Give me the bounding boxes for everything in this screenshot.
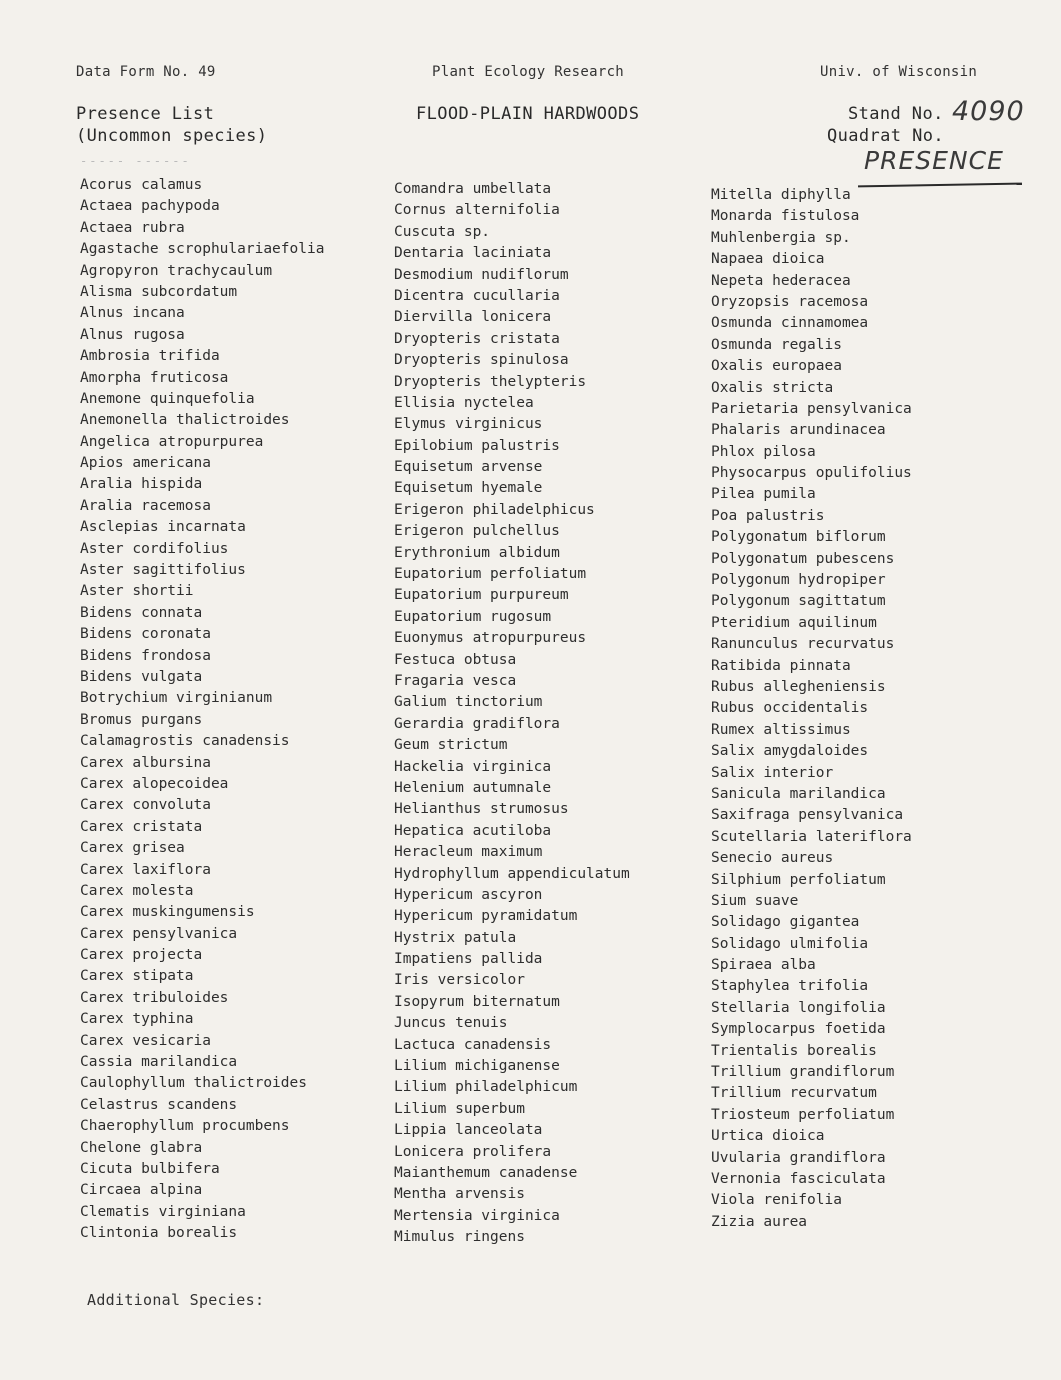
species-entry: Polygonatum biflorum (711, 529, 886, 546)
species-entry: Uvularia grandiflora (711, 1149, 886, 1166)
species-entry: Fragaria vesca (394, 672, 517, 689)
species-entry: Bromus purgans (80, 711, 203, 728)
organization-label: Plant Ecology Research (432, 64, 625, 80)
species-entry: Carex laxiflora (80, 861, 211, 878)
species-entry: Cornus alternifolia (394, 202, 560, 219)
species-entry: Agastache scrophulariaefolia (80, 241, 325, 258)
species-entry: Carex grisea (80, 840, 185, 857)
species-entry: Angelica atropurpurea (80, 433, 264, 450)
species-entry: Bidens coronata (80, 626, 211, 643)
species-entry: Chelone glabra (80, 1139, 203, 1156)
species-entry: Caulophyllum thalictroides (80, 1075, 307, 1092)
form-number: Data Form No. 49 (76, 64, 216, 80)
species-entry: Carex typhina (80, 1011, 194, 1028)
species-entry: Dicentra cucullaria (394, 287, 560, 304)
species-entry: Heracleum maximum (394, 844, 543, 861)
species-entry: Eupatorium perfoliatum (394, 566, 587, 583)
species-entry: Mitella diphylla (711, 187, 851, 203)
species-entry: Geum strictum (394, 737, 508, 754)
species-entry: Ambrosia trifida (80, 348, 220, 365)
species-entry: Mimulus ringens (394, 1229, 525, 1246)
species-entry: Carex vesicaria (80, 1032, 211, 1049)
species-entry: Hystrix patula (394, 929, 517, 946)
species-entry: Vernonia fasciculata (711, 1170, 886, 1187)
species-column-2 (394, 179, 630, 1249)
species-entry: Erigeron pulchellus (394, 523, 560, 540)
species-entry: Clematis virginiana (80, 1203, 246, 1220)
faint-dashes: ----- ------ (80, 154, 191, 168)
species-entry: Staphylea trifolia (711, 978, 869, 995)
species-entry: Helenium autumnale (394, 779, 552, 796)
species-entry: Rumex altissimus (711, 721, 851, 738)
species-entry: Desmodium nudiflorum (394, 266, 569, 283)
species-entry: Actaea rubra (80, 219, 185, 236)
species-entry: Triosteum perfoliatum (711, 1106, 895, 1123)
species-entry: Osmunda cinnamomea (711, 315, 869, 332)
species-entry: Eupatorium rugosum (394, 608, 552, 625)
species-entry: Solidago ulmifolia (711, 935, 869, 952)
species-entry: Epilobium palustris (394, 437, 560, 454)
community-title: FLOOD-PLAIN HARDWOODS (416, 104, 640, 124)
species-entry: Anemone quinquefolia (80, 390, 255, 407)
species-entry: Alnus rugosa (80, 326, 185, 343)
stand-number-label: Stand No. (848, 104, 944, 124)
species-entry: Dryopteris thelypteris (394, 373, 587, 390)
species-entry: Napaea dioica (711, 251, 825, 268)
species-entry: Helianthus strumosus (394, 801, 569, 818)
species-entry: Lonicera prolifera (394, 1143, 552, 1160)
species-entry: Hepatica acutiloba (394, 822, 552, 839)
species-entry: Asclepias incarnata (80, 519, 246, 536)
species-entry: Lilium philadelphicum (394, 1079, 578, 1096)
species-entry: Bidens connata (80, 604, 203, 621)
species-entry: Pilea pumila (711, 486, 816, 503)
species-entry: Osmunda regalis (711, 336, 842, 353)
species-entry: Mentha arvensis (394, 1186, 525, 1203)
species-entry: Stellaria longifolia (711, 999, 886, 1016)
species-entry: Alisma subcordatum (80, 283, 238, 300)
species-entry: Clintonia borealis (80, 1225, 238, 1242)
species-entry: Equisetum arvense (394, 459, 543, 476)
species-entry: Cuscuta sp. (394, 223, 491, 240)
additional-species-label: Additional Species: (87, 1291, 265, 1309)
species-entry: Ratibida pinnata (711, 657, 851, 674)
species-entry: Aralia hispida (80, 476, 203, 493)
species-entry: Carex cristata (80, 818, 203, 835)
species-entry: Polygonum hydropiper (711, 572, 886, 589)
species-entry: Erythronium albidum (394, 544, 560, 561)
species-entry: Aralia racemosa (80, 497, 211, 514)
species-column-1 (80, 175, 324, 1245)
species-entry: Carex muskingumensis (80, 904, 255, 921)
species-entry: Silphium perfoliatum (711, 871, 886, 888)
species-entry: Amorpha fruticosa (80, 369, 229, 386)
species-entry: Hypericum pyramidatum (394, 908, 578, 925)
species-entry: Muhlenbergia sp. (711, 229, 851, 246)
species-entry: Diervilla lonicera (394, 309, 552, 326)
species-entry: Phlox pilosa (711, 443, 816, 460)
species-entry: Lactuca canadensis (394, 1036, 552, 1053)
species-entry: Trillium grandiflorum (711, 1064, 895, 1081)
species-entry: Lippia lanceolata (394, 1122, 543, 1139)
species-entry: Lilium superbum (394, 1100, 525, 1117)
species-entry: Impatiens pallida (394, 951, 543, 968)
species-entry: Parietaria pensylvanica (711, 400, 912, 417)
species-entry: Carex convoluta (80, 797, 211, 814)
species-entry: Anemonella thalictroides (80, 412, 290, 429)
species-column-3 (711, 185, 912, 1233)
species-entry: Hypericum ascyron (394, 886, 543, 903)
species-entry: Lilium michiganense (394, 1058, 560, 1075)
species-entry: Carex pensylvanica (80, 925, 238, 942)
species-entry: Hackelia virginica (394, 758, 552, 775)
species-entry: Aster cordifolius (80, 540, 229, 557)
species-entry: Alnus incana (80, 305, 185, 322)
species-entry: Comandra umbellata (394, 181, 552, 197)
species-entry: Phalaris arundinacea (711, 422, 886, 439)
species-entry: Polygonatum pubescens (711, 550, 895, 567)
species-entry: Spiraea alba (711, 957, 816, 974)
species-entry: Equisetum hyemale (394, 480, 543, 497)
species-entry: Saxifraga pensylvanica (711, 807, 904, 824)
species-entry: Senecio aureus (711, 850, 834, 867)
species-entry: Nepeta hederacea (711, 272, 851, 289)
species-entry: Bidens vulgata (80, 668, 203, 685)
species-entry: Physocarpus opulifolius (711, 465, 912, 482)
species-entry: Dryopteris cristata (394, 330, 560, 347)
species-entry: Urtica dioica (711, 1128, 825, 1145)
species-entry: Scutellaria lateriflora (711, 828, 912, 845)
species-entry: Erigeron philadelphicus (394, 501, 595, 518)
species-entry: Sium suave (711, 892, 799, 909)
university-label: Univ. of Wisconsin (820, 64, 978, 80)
species-entry: Bidens frondosa (80, 647, 211, 664)
species-entry: Carex tribuloides (80, 989, 229, 1006)
species-entry: Carex molesta (80, 882, 194, 899)
species-entry: Viola renifolia (711, 1192, 842, 1209)
species-entry: Carex stipata (80, 968, 194, 985)
species-entry: Salix amygdaloides (711, 743, 869, 760)
species-entry: Cassia marilandica (80, 1054, 238, 1071)
species-entry: Pteridium aquilinum (711, 614, 877, 631)
species-entry: Euonymus atropurpureus (394, 630, 587, 647)
species-entry: Oryzopsis racemosa (711, 293, 869, 310)
species-entry: Rubus occidentalis (711, 700, 869, 717)
species-entry: Circaea alpina (80, 1182, 203, 1199)
species-entry: Actaea pachypoda (80, 198, 220, 215)
species-entry: Eupatorium purpureum (394, 587, 569, 604)
species-entry: Galium tinctorium (394, 694, 543, 711)
species-entry: Isopyrum biternatum (394, 993, 560, 1010)
species-entry: Rubus allegheniensis (711, 678, 886, 695)
species-entry: Sanicula marilandica (711, 785, 886, 802)
species-entry: Oxalis europaea (711, 358, 842, 375)
stand-number-value: 4090 (952, 96, 1025, 127)
species-entry: Symplocarpus foetida (711, 1021, 886, 1038)
species-entry: Iris versicolor (394, 972, 525, 989)
species-entry: Carex albursina (80, 754, 211, 771)
quadrat-number-label: Quadrat No. (827, 126, 944, 146)
species-entry: Celastrus scandens (80, 1096, 238, 1113)
species-entry: Apios americana (80, 455, 211, 472)
species-entry: Trillium recurvatum (711, 1085, 877, 1102)
species-entry: Poa palustris (711, 507, 825, 524)
species-entry: Gerardia gradiflora (394, 715, 560, 732)
presence-annotation: PRESENCE (864, 146, 1004, 175)
species-entry: Zizia aurea (711, 1213, 808, 1230)
species-entry: Monarda fistulosa (711, 208, 860, 225)
species-entry: Aster sagittifolius (80, 562, 246, 579)
species-entry: Botrychium virginianum (80, 690, 273, 707)
species-entry: Acorus calamus (80, 177, 203, 193)
species-entry: Trientalis borealis (711, 1042, 877, 1059)
species-entry: Cicuta bulbifera (80, 1160, 220, 1177)
species-entry: Maianthemum canadense (394, 1164, 578, 1181)
species-entry: Ranunculus recurvatus (711, 636, 895, 653)
species-entry: Carex alopecoidea (80, 775, 229, 792)
species-entry: Mertensia virginica (394, 1207, 560, 1224)
species-entry: Chaerophyllum procumbens (80, 1118, 290, 1135)
species-entry: Aster shortii (80, 583, 194, 600)
species-entry: Polygonum sagittatum (711, 593, 886, 610)
species-entry: Oxalis stricta (711, 379, 834, 396)
species-entry: Calamagrostis canadensis (80, 733, 290, 750)
list-title: Presence List (76, 104, 215, 124)
species-entry: Elymus virginicus (394, 416, 543, 433)
species-entry: Agropyron trachycaulum (80, 262, 273, 279)
species-entry: Solidago gigantea (711, 914, 860, 931)
species-entry: Juncus tenuis (394, 1015, 508, 1032)
species-entry: Hydrophyllum appendiculatum (394, 865, 630, 882)
species-entry: Dentaria laciniata (394, 245, 552, 262)
species-entry: Carex projecta (80, 947, 203, 964)
species-entry: Festuca obtusa (394, 651, 517, 668)
list-subtitle: (Uncommon species) (76, 126, 268, 146)
species-entry: Ellisia nyctelea (394, 394, 534, 411)
species-entry: Dryopteris spinulosa (394, 352, 569, 369)
species-entry: Salix interior (711, 764, 834, 781)
